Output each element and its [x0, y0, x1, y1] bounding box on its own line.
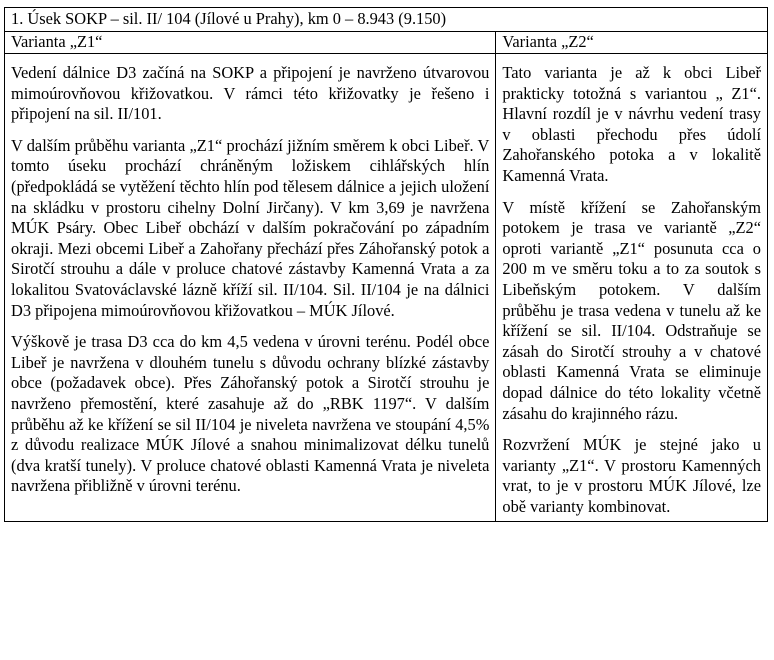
variant-z1-cell [5, 54, 496, 522]
section-title-row [5, 8, 768, 32]
column-header-row [5, 32, 768, 54]
z2-paragraph-2: V místě křížení se Zahořanským potokem je trasa ve variantě „Z2“ oproti variantě „Z1“ posunuta cca o 200 m ve směru toku a to za soutok s Libeňským potokem. V dalším průběhu je trasa vedena v tunelu až ke křížení se sil. II/104. Odstraňuje se zásah do Sirotčí strouhy a v chatové oblasti Kamenná Vrata se eliminuje dopad dálnice do této lokality včetně zásahu do krajinného rázu. [502, 197, 761, 423]
section-title: 1. Úsek SOKP – sil. II/ 104 (Jílové u Prahy), km 0 – 8.943 (9.150) [5, 8, 768, 32]
content-row [5, 54, 768, 522]
z1-paragraph-3: Výškově je trasa D3 cca do km 4,5 vedena v úrovni terénu. Podél obce Libeř je navržena v dlouhém tunelu s důvodu ochrany blízké zástavby obce (požadavek obce). Přes Záhořanský potok a Sirotčí strouhu je navrženo přemostění, které zasahuje až do „RBK 1197“. V dalším průběhu až ke křížení se sil II/104 je niveleta navržena ve stoupání 4,5% z důvodu realizace MÚK Jílové a snahou minimalizovat délku tunelů (dva kratší tunely). V proluce chatové oblasti Kamenná Vrata je niveleta navržena přibližně v úrovni terénu. [11, 332, 490, 496]
variant-z2-heading: Varianta „Z2“ [496, 32, 768, 54]
variants-table [4, 7, 768, 522]
page-top-strip [0, 0, 774, 6]
z2-paragraph-1: Tato varianta je až k obci Libeř prakticky totožná s variantou „ Z1“. Hlavní rozdíl je v návrhu vedení trasy v oblasti přechodu přes údolí Zahořanského potoka a v lokalitě Kamenná Vrata. [502, 63, 761, 185]
variant-z2-cell [496, 54, 768, 522]
z2-paragraph-3: Rozvržení MÚK je stejné jako u varianty „Z1“. V prostoru Kamenných vrat, to je v prostoru MÚK Jílové, lze obě varianty kombinovat. [502, 435, 761, 516]
variant-z1-heading: Varianta „Z1“ [5, 32, 496, 54]
z1-paragraph-2: V dalším průběhu varianta „Z1“ prochází jižním směrem k obci Libeř. V tomto úseku prochází chráněným ložiskem cihlářských hlín (předpokládá se vytěžení těchto hlín pod tělesem dálnice a jejich uložení na skládku v prostoru cihelny Dolní Jirčany). V km 3,69 je navržena MÚK Psáry. Obec Libeř obchází v dalším pokračování po západním okraji. Mezi obcemi Libeř a Zahořany přechází přes Záhořanský potok a Sirotčí strouhu a dále v proluce chatové zástavby Kamenná Vrata a za lokalitou Svatováclavské lázně kříží sil. II/104. Sil. II/104 je na dálnici D3 připojena mimoúrovňovou křižovatkou – MÚK Jílové. [11, 135, 490, 320]
z1-paragraph-1: Vedení dálnice D3 začíná na SOKP a připojení je navrženo útvarovou mimoúrovňovou křižovatkou. V rámci této křižovatky je řešeno i připojení na sil. II/101. [11, 63, 490, 124]
